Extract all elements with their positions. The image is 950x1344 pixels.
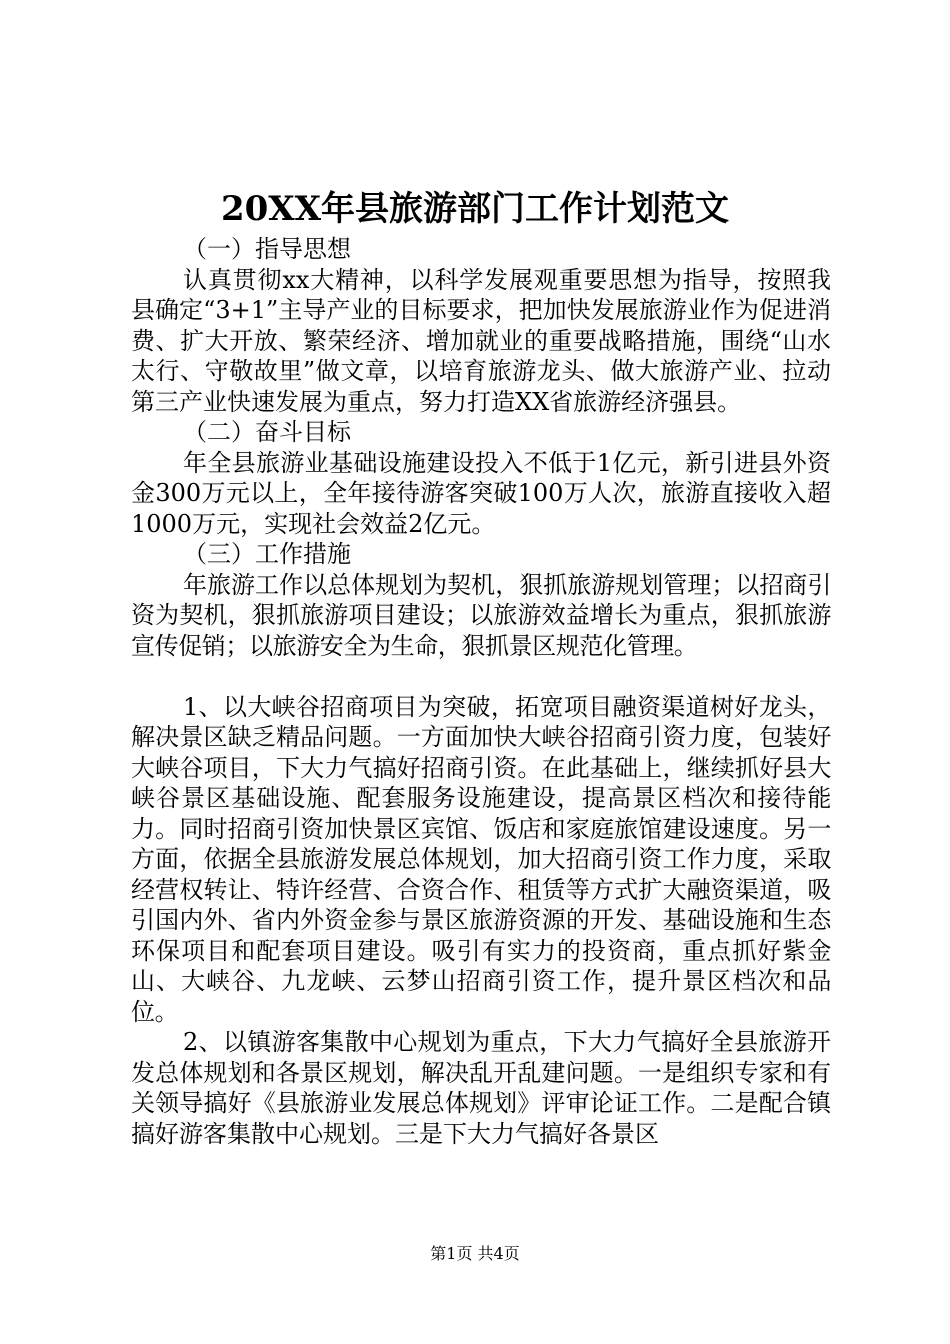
section-heading-guiding-ideology: （一）指导思想 [183, 235, 351, 263]
document-body [131, 234, 831, 1149]
paragraph-goals: 年全县旅游业基础设施建设投入不低于1亿元，新引进县外资金300万元以上，全年接待游客突破100万人次，旅游直接收入超1000万元，实现社会效益2亿元。 [131, 448, 831, 538]
paragraph-measure-1: 1、以大峡谷招商项目为突破，拓宽项目融资渠道树好龙头，解决景区缺乏精品问题。一方面加快大峡谷招商引资力度，包装好大峡谷项目，下大力气搞好招商引资。在此基础上，继续抓好县大峡谷景区基础设施、配套服务设施建设，提高景区档次和接待能力。同时招商引资加快景区宾馆、饭店和家庭旅馆建设速度。另一方面，依据全县旅游发展总体规划，加大招商引资工作力度，采取经营权转让、特许经营、合资合作、租赁等方式扩大融资渠道，吸引国内外、省内外资金参与景区旅游资源的开发、基础设施和生态环保项目和配套项目建设。吸引有实力的投资商，重点抓好紫金山、大峡谷、九龙峡、云梦山招商引资工作，提升景区档次和品位。 [131, 692, 831, 1026]
page-number-footer: 第1页 共4页 [430, 1244, 520, 1263]
document-title: 20XX年县旅游部门工作计划范文 [220, 189, 730, 229]
paragraph-guiding-ideology: 认真贯彻xx大精神，以科学发展观重要思想为指导，按照我县确定“3+1”主导产业的目标要求，把加快发展旅游业作为促进消费、扩大开放、繁荣经济、增加就业的重要战略措施，围绕“山水太行、守敬故里”做文章，以培育旅游龙头、做大旅游产业、拉动第三产业快速发展为重点，努力打造XX省旅游经济强县。 [131, 265, 831, 416]
section-heading-goals: （二）奋斗目标 [183, 418, 351, 446]
paragraph-measure-2: 2、以镇游客集散中心规划为重点，下大力气搞好全县旅游开发总体规划和各景区规划，解决乱开乱建问题。一是组织专家和有关领导搞好《县旅游业发展总体规划》评审论证工作。二是配合镇搞好游客集散中心规划。三是下大力气搞好各景区 [131, 1028, 831, 1148]
paragraph-measures-intro: 年旅游工作以总体规划为契机，狠抓旅游规划管理；以招商引资为契机，狠抓旅游项目建设；以旅游效益增长为重点，狠抓旅游宣传促销；以旅游安全为生命，狠抓景区规范化管理。 [131, 570, 831, 660]
section-heading-measures: （三）工作措施 [183, 540, 351, 568]
